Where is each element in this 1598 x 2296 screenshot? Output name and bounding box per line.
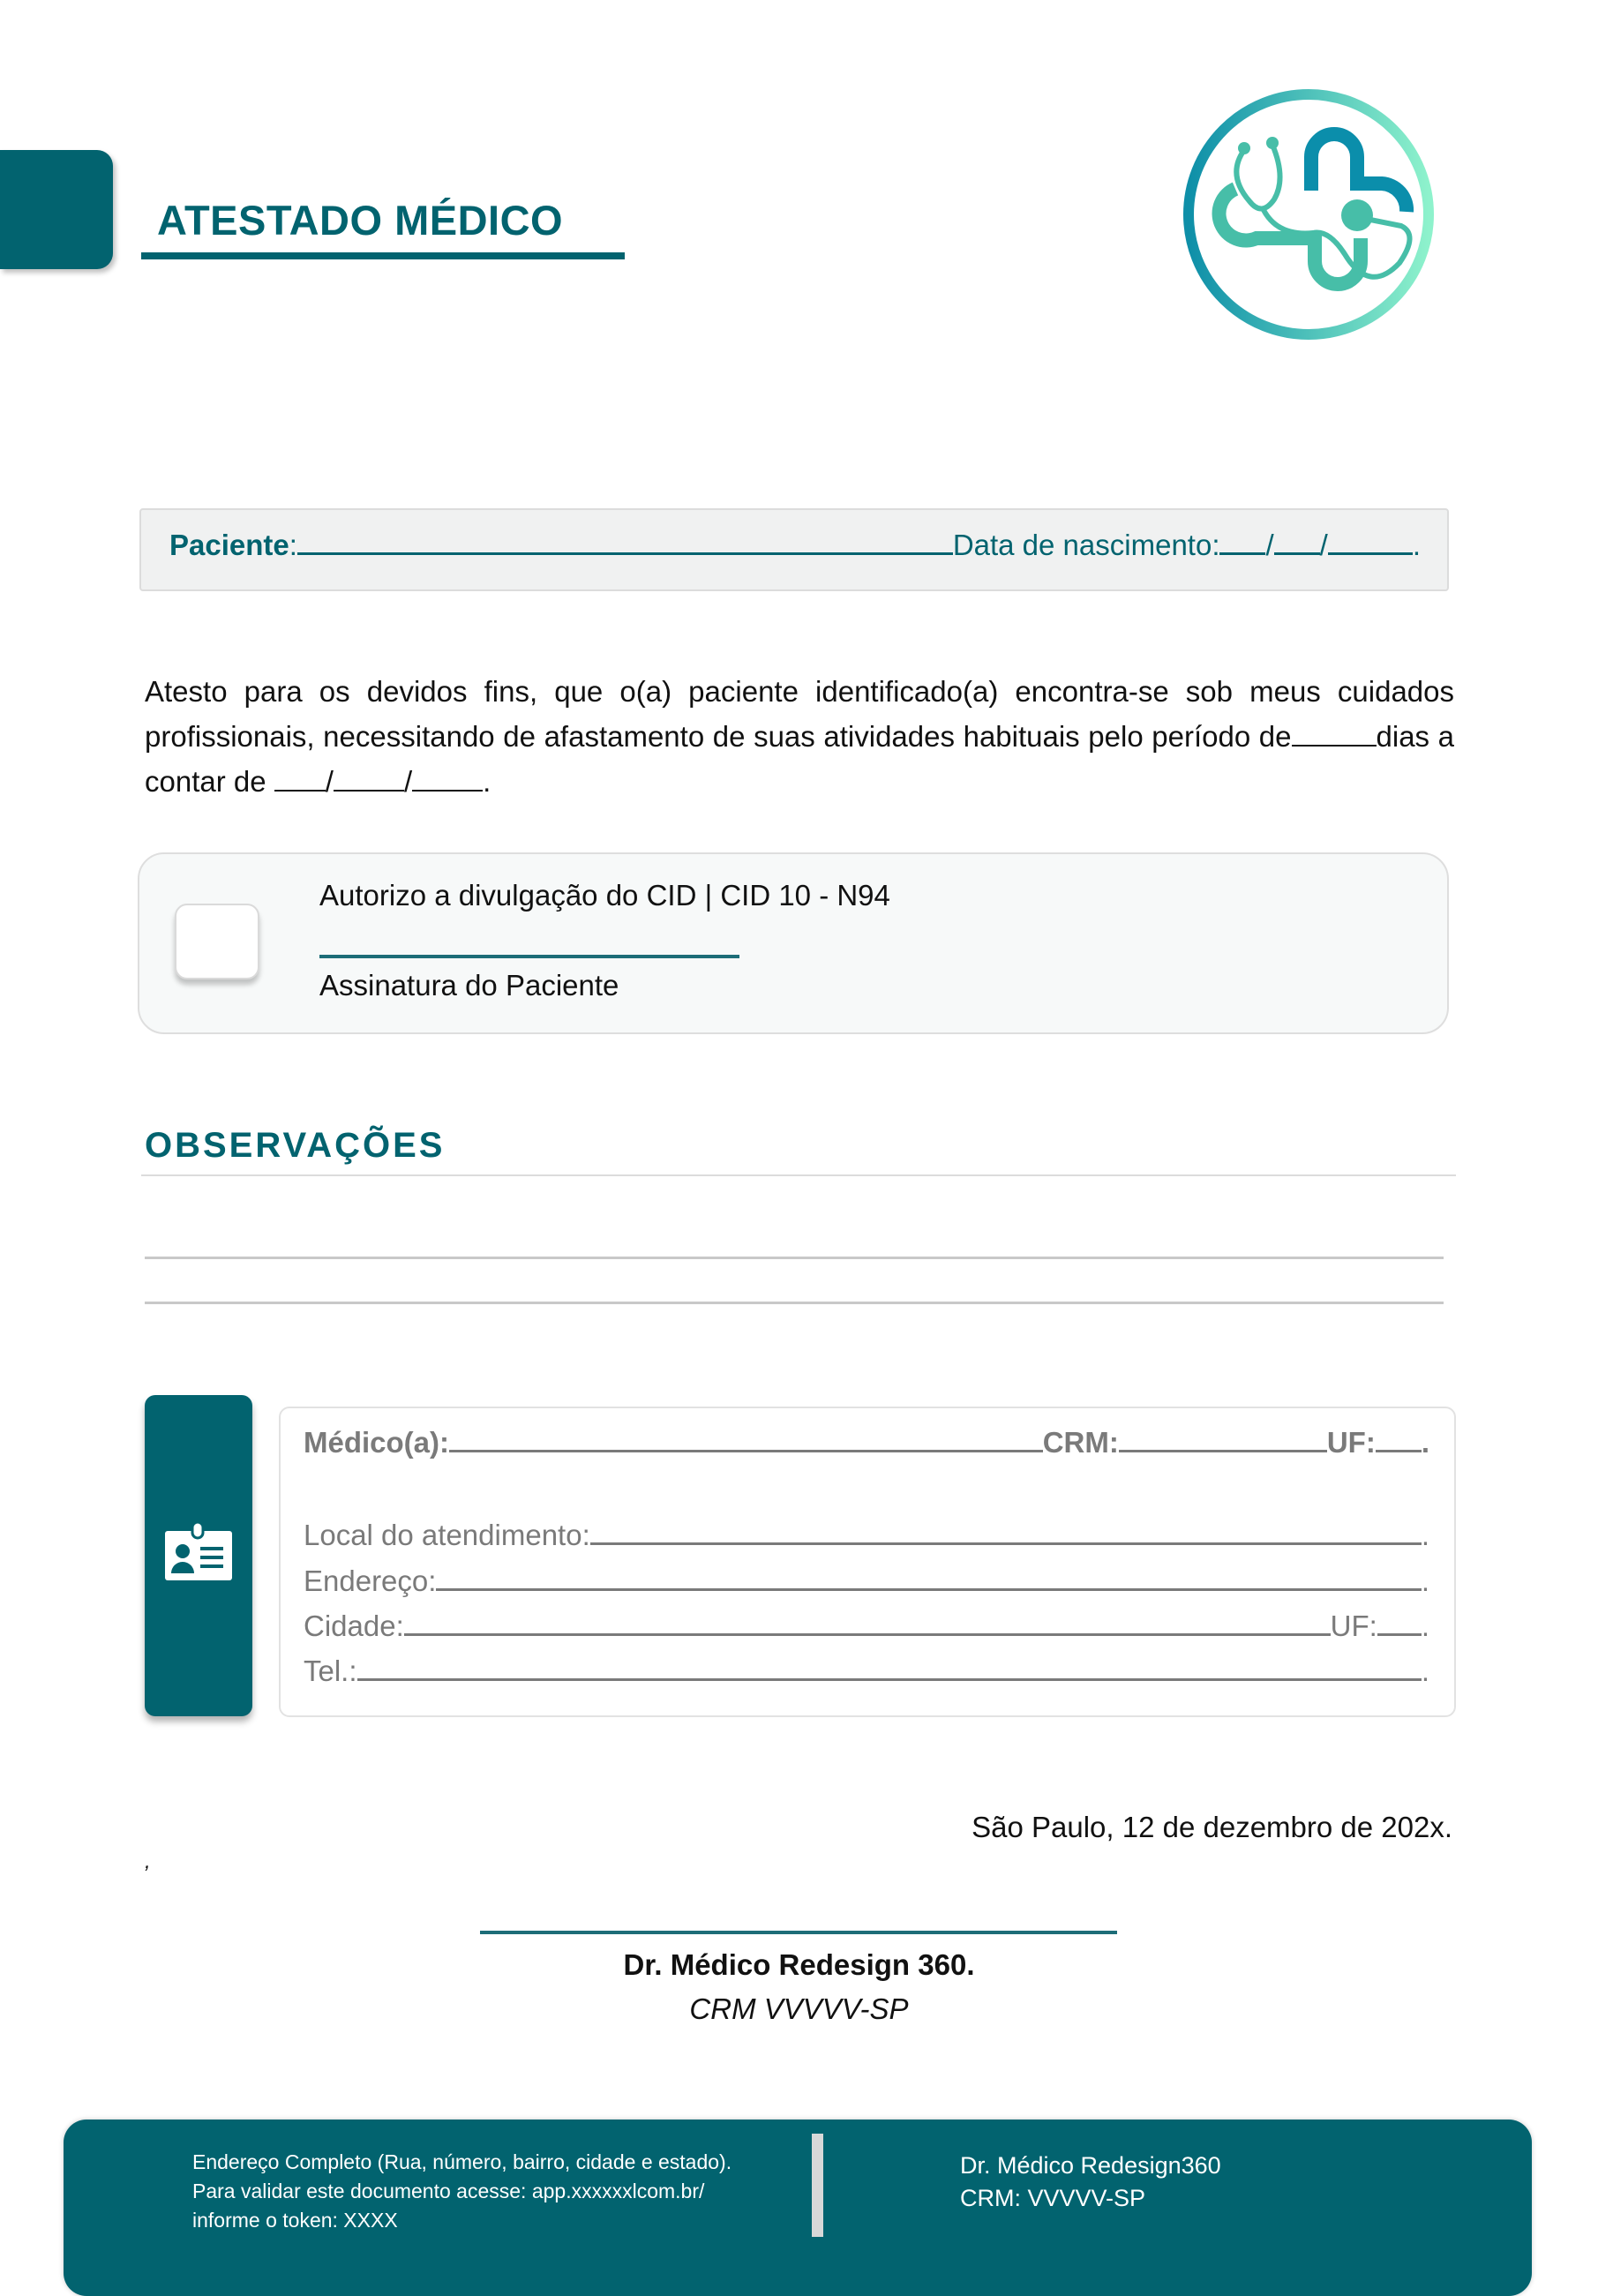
birth-date-label: Data de nascimento: — [952, 529, 1220, 561]
uf-field[interactable] — [1376, 1427, 1422, 1452]
header-accent-tab — [0, 150, 113, 269]
observation-line-2[interactable] — [145, 1302, 1444, 1304]
doctor-info-card — [279, 1407, 1456, 1717]
phone-field[interactable] — [357, 1655, 1422, 1681]
patient-signature-line[interactable] — [319, 955, 739, 958]
start-year-field[interactable] — [412, 767, 483, 792]
location-label: Local do atendimento: — [304, 1519, 590, 1551]
birth-month-field[interactable] — [1274, 528, 1320, 555]
cid-authorization-box — [138, 852, 1449, 1034]
city-label: Cidade: — [304, 1609, 404, 1642]
address-row: Endereço: . — [304, 1564, 1429, 1597]
phone-label: Tel.: — [304, 1654, 357, 1687]
crm-field[interactable] — [1119, 1427, 1327, 1452]
footer-divider — [812, 2134, 823, 2237]
footer — [64, 2120, 1532, 2296]
doctor-row: Médico(a): CRM: UF: . — [304, 1426, 1429, 1459]
footer-address-block — [192, 2148, 731, 2235]
location-field[interactable] — [590, 1519, 1422, 1545]
doctor-name-field[interactable] — [449, 1427, 1043, 1452]
patient-row: Paciente : Data de nascimento: / / . — [169, 529, 1421, 561]
birth-day-field[interactable] — [1219, 528, 1265, 555]
id-badge-icon — [165, 1522, 232, 1580]
birth-year-field[interactable] — [1328, 528, 1413, 555]
medical-logo-icon — [1181, 86, 1437, 342]
address-label: Endereço: — [304, 1564, 437, 1597]
footer-doctor-name: Dr. Médico Redesign360 — [960, 2152, 1221, 2179]
footer-doctor-crm: CRM: VVVVV-SP — [960, 2185, 1146, 2211]
issue-date: São Paulo, 12 de dezembro de 202x. — [972, 1811, 1452, 1843]
city-field[interactable] — [404, 1610, 1331, 1636]
city-uf-label: UF: — [1330, 1609, 1377, 1642]
doctor-label: Médico(a): — [304, 1426, 449, 1459]
days-field[interactable] — [1292, 722, 1377, 747]
city-row: Cidade: UF: . — [304, 1609, 1429, 1642]
city-uf-field[interactable] — [1377, 1610, 1422, 1636]
doctor-signature-name: Dr. Médico Redesign 360. — [623, 1948, 975, 1981]
phone-row: Tel.: . — [304, 1654, 1429, 1687]
footer-doctor-block — [960, 2150, 1221, 2215]
stray-mark: , — [145, 1850, 151, 1873]
start-day-field[interactable] — [274, 767, 326, 792]
patient-info-box — [139, 508, 1449, 591]
observations-divider — [141, 1174, 1456, 1176]
start-month-field[interactable] — [334, 767, 404, 792]
observations-title: OBSERVAÇÕES — [145, 1126, 446, 1165]
doctor-signature-line[interactable] — [480, 1931, 1117, 1934]
uf-label: UF: — [1326, 1426, 1376, 1459]
patient-signature-label: Assinatura do Paciente — [319, 969, 619, 1002]
footer-token: informe o token: XXXX — [192, 2209, 398, 2232]
title-underline — [141, 252, 625, 259]
location-row: Local do atendimento: . — [304, 1519, 1429, 1551]
address-field[interactable] — [436, 1565, 1421, 1591]
observation-line-1[interactable] — [145, 1257, 1444, 1259]
crm-label: CRM: — [1042, 1426, 1119, 1459]
patient-label: Paciente — [169, 529, 289, 561]
footer-address: Endereço Completo (Rua, número, bairro, cidade e estado). — [192, 2150, 732, 2173]
doctor-card-side-panel — [145, 1395, 252, 1716]
page-title: ATESTADO MÉDICO — [157, 197, 564, 244]
attestation-paragraph: Atesto para os devidos fins, que o(a) paciente identificado(a) encontra-se sob meus cuidados profissionais, necessitando de afastamento de suas atividades habituais pelo período de dias a contar de / / . — [145, 675, 1455, 798]
patient-name-field[interactable] — [297, 528, 953, 555]
cid-authorize-checkbox[interactable] — [175, 904, 259, 979]
footer-validate: Para validar este documento acesse: app.xxxxxxlcom.br/ — [192, 2180, 705, 2202]
cid-authorize-label: Autorizo a divulgação do CID | CID 10 - N94 — [319, 879, 890, 912]
doctor-signature-crm: CRM VVVVV-SP — [689, 1992, 909, 2025]
